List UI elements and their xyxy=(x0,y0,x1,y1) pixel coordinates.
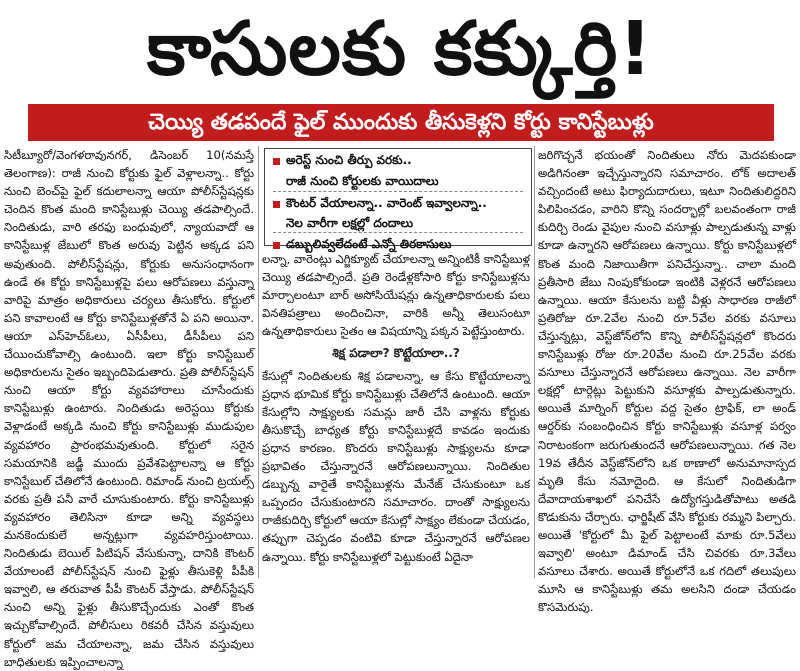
subheadline-banner: చెయ్యి తడపందే ఫైల్ ముందుకు తీసుకెళ్లని కోర్టు కానిస్టేబుళ్లు xyxy=(28,104,774,141)
highlight-text: నెల వారీగా లక్షల్లో దందాలు xyxy=(286,215,414,230)
column-2-lead-text: లన్నా, వారెంట్లు ఎగ్జిక్యూట్ చేయాలన్నా అన్నింటికీ కానిస్టేబుళ్ల చెయ్యి తడపాల్సిందే. ప్రతి రెండేళ్లకోసారి కోర్టు కానిస్టేబుళ్లను మార్చాలంటూ బార్ అసోసియేషన్లు ఉన్నతాధికారులకు పలు వినతిపత్రాలు అందించినా, వారికి అన్నీ తెలుసంటూ ఉన్నతాధికారులు సైతం ఆ విషయాన్ని పక్కన పెట్టేస్తుంటారు. xyxy=(262,252,530,339)
highlight-text: డబ్బులివ్వలేదంటే ఎన్నో తిరకాసులు xyxy=(286,236,452,251)
highlight-item xyxy=(265,149,531,173)
column-divider-2 xyxy=(534,146,535,578)
square-bullet-icon xyxy=(273,158,280,165)
article-column-2 xyxy=(262,250,530,578)
section-subtitle: శిక్ష పడాలా? కొట్టేయాలా..? xyxy=(332,346,460,361)
highlights-box xyxy=(264,148,532,251)
highlight-text: కౌంటర్ వేయాలన్నా.. వారెంట్ ఇవ్వాలన్నా.. xyxy=(286,195,487,210)
article-column-3 xyxy=(538,146,796,615)
highlight-item xyxy=(265,192,531,216)
article-column-1 xyxy=(4,146,254,669)
column-1-text: సిటీబ్యూరో/వెంగళరావునగర్, డిసెంబర్ 10(నమస్తే తెలంగాణ): రాజీ నుంచి కోర్టుకు ఫైల్ వెళ్లాలన్నా.. కోర్టు నుంచి బెంచ్‌పై ఫైల్ కదులాలన్నా ఆయా పోలీస్‌స్టేషన్లకు చెందిన కొంత మంది కానిస్టేబుళ్లు చెయ్యి తడపాల్సిందే. నిందితుడు, వారి తరఫు బంధువులో, న్యాయవాదో ఆ కానిస్టేబుళ్ల జేబులో కొంత అరువు పెట్టిన అక్కడ పని అవుతుంది. పోలీస్‌స్టేషన్లు, కోర్టుకు అనుసంధానంగా ఉండే ఈ కోర్టు కానిస్టేబుళ్లపై పలు ఆరోపణలు వస్తున్నా వారిపై మాత్రం అధికారులు చర్యలు తీసుకోరు. కోర్టులో పని కావాలంటే ఆ కోర్టు కానిస్టేబుళ్లతోనే ఏ పని అయినా. ఆయా ఎస్‌హెచ్‌ఓలు, ఏసీపీలు, డీసీపీలు పని చేయించుకోవాల్సి ఉంటుంది. ఇలా కోర్టు కానిస్టేబుల్ అధికారులను సైతం ఇబ్బందిపెడుతారు. ప్రతి పోలీస్‌స్టేషన్ నుంచి ఆయా కోర్టు వ్యవహారాలు చూసేందుకు కానిస్టేబుళ్లు ఉంటారు. నిందితుడు అరెస్టయి కోర్టుకు వెళ్లాడంటే అక్కడి నుంచి కోర్టు కానిస్టేబుళ్లు ముడుపుల వ్యవహారం ప్రారంభమవుతుంది. కోర్టులో సరైన సమయానికి జడ్జీ ముందు ప్రవేశపెట్టాలన్నా ఆ కోర్టు కానిస్టేబుల్ చేతిలోనే ఉంటుంది. రిమాండ్ నుంచి ట్రయల్స్ వరకు ప్రతీ పనీ వారే చూసుకుంటారు. కోర్టు కానిస్టేబుళ్లు వ్యవహారం తెలిసినా కూడా అన్ని వ్యవస్థలు మనకెందుకులే అన్నట్లుగా వ్యవహరిస్తుంటాయి. నిందితుడు బెయిల్ పిటిషన్ వేసుకున్నా, దానికి కౌంటర్ వేయాలంటే పోలీస్‌స్టేషన్ నుంచి ఫైళ్లు తీసుకెళ్లి పీపీకి ఇవ్వాలి, ఆ తరువాత పీపీ కౌంటర్ వేస్తాడు. పోలీస్‌స్టేషన్ నుంచి అన్ని ఫైళ్లు తీసుకొచ్చేందుకు ఎంతో కొంత ఇచ్చుకోవాల్సిందే. పోలీసులు రికవరీ చేసిన వస్తువులు కోర్టులో జమ చేయాలన్నా, జమ చేసిన వస్తువులు బాధితులకు ఇప్పించాలన్నా xyxy=(4,148,254,669)
highlight-text: అరెస్ట్ నుంచి తీర్పు వరకు.. xyxy=(286,152,412,167)
highlight-item xyxy=(265,173,531,191)
highlight-text: రాజీ నుంచి కోర్టులకు వాయిదాలు xyxy=(286,173,439,188)
highlight-item xyxy=(265,216,531,232)
square-bullet-icon xyxy=(273,242,280,249)
column-divider-1 xyxy=(258,146,259,578)
square-bullet-icon xyxy=(273,201,280,208)
column-2-body-text: కేసుల్లో నిందితులకు శిక్ష పడాలన్నా, ఆ కేసు కొట్టేయాలన్నా ప్రధాన భూమిక కోర్టు కానిస్టేబుళ్లు చేతిలోనే ఉంటుంది. ఆయా కేసుల్లోని సాక్ష్యులకు సమన్లు జారీ చేసి వాళ్లను కోర్టుకు తీసుకొచ్చే బాధ్యత కోర్టు కానిస్టేబుళ్లదే కావడం ఇందుకు ప్రధాన కారణం. కొందరు కానిస్టేబుళ్లు సాక్ష్యులను కూడా ప్రభావితం చేస్తున్నారనే ఆరోపణలున్నాయి. నిందితుల డబ్బున్న వారైతే కానిస్టేబుళ్లను మేనేజ్ చేసుకుంటూ ఒక ఒప్పందం చేసుకుంటారని సమాచారం. దాంతో సాక్ష్యులను రాజీకుదిర్చి కోర్టులో ఆయా కేసుల్లో సాక్ష్యం లేకుండా చేయడం, తప్పుగా చెప్పడం వంటివి కూడా చేస్తున్నారనే ఆరోపణల ఉన్నాయి. కోర్టు కానిస్టేబుళ్లలో పెట్టుకుంటే ఏదైనా xyxy=(262,368,530,564)
column-3-text: జరిగొచ్చనే భయంతో నిందితులు నోరు మెదపకుండా అడిగినంతా ఇచ్చేస్తున్నారని సమాచారం. లోక్ అదాలత్ వచ్చిందంటే అటు ఫిర్యాదుదారులు, ఇటూ నిందితులిద్దరిని పిలిపించడం, వారిని కొన్ని సందర్భాల్లో బలవంతంగా రాజీ కుదిర్చి రెండు వైపుల నుంచి వసూళ్లు పాల్పడుతున్న వాళ్లు కూడా ఉన్నారని ఆరోపణలు ఉన్నాయి. కోర్టు కానిస్టేబుళ్లలో కొంత మంది నిజాయితీగా పనిచేస్తున్నా.. చాలా మంది ప్రతీసారి జేబు నింపుకోకుండా ఇంటికి వెళ్లరనే ఆరోపణలు ఉన్నాయి. ఆయా కేసులను బట్టి వీళ్లు సాధారణ రాజీలో ప్రతిరోజు రూ.2వేల నుంచి రూ.5వేల వరకు వసూలు చేస్తున్నట్లు, వెస్ట్‌జోన్‌లోని కొన్ని పోలీస్‌స్టేషన్లలో కొందరు కానిస్టేబుళ్లు రోజు రూ.20వేల నుంచి రూ.25వేల వరకు వసూలు చేస్తున్నారనే ఆరోపణలు ఉన్నాయి. నెల వారీగా లక్షల్లో టార్గెట్లు పెట్టుకుని వసూళ్లకు పాల్పడుతున్నారు. అయితే మార్నింగ్ కోర్టుల వద్ద సైతం ట్రాఫిక్, లా అండ్ ఆర్డర్‌కు సంబంధించిన కోర్టు కానిస్టేబుళ్లు వసూళ్ల పర్వం నిరాటంకంగా జరుగుతుందనే ఆరోపణలున్నాయి. గత నెల 19వ తేదీన వెస్ట్‌జోన్‌లోని ఒక ఠాణాలో అనుమానాస్పద మృతి కేసు నమోదైంది. ఆ కేసులో నిందితుడిగా దేవాదాయశాఖలో పనిచేసే ఉద్యోగస్తుడితోపాటు అతడి కొడుకును చేర్చారు. ఛార్జిషీట్ వేసి కోర్టుకు రమ్మని పిల్చారు. అయితే 'కోర్టులో మీ ఫైల్ పెట్టాలంటే మాకు రూ.5వేలు ఇవ్వాలి' అంటూ డిమాండ్ చేసి చివరకు రూ.3వేలు వసూలు చేశారు. అయితే కోర్టులోనే ఒక గదిలో తలుపులు మూసి ఆ కానిస్టేబుళ్లు తమ అలసిని దండా చేయడం కొసమెరుపు. xyxy=(538,148,796,615)
headline: కాసులకు కక్కుర్తి! xyxy=(147,6,653,92)
